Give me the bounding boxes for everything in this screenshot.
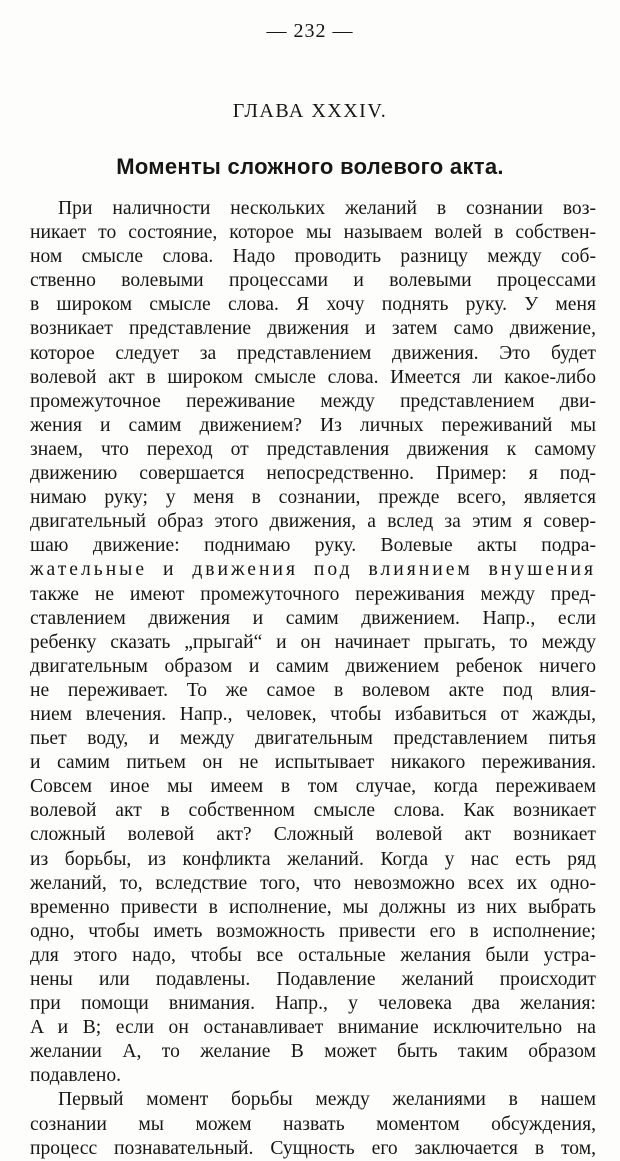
text-line: ставлением движения и самим движением. Напр., если xyxy=(30,607,596,629)
body-text xyxy=(30,197,596,1161)
text-line: подавлено. xyxy=(30,1065,122,1087)
text-line: и самим питьем он не испытывает никакого переживания. xyxy=(30,752,596,774)
page-number: — 232 — xyxy=(266,20,354,42)
section-title: Моменты сложного волевого акта. xyxy=(116,154,504,179)
text-line: сознании мы можем назвать моментом обсуждения, xyxy=(30,1113,596,1135)
text-line: нимаю руку; у меня в сознании, прежде всего, является xyxy=(30,487,596,509)
text-line: Совсем иное мы имеем в том случае, когда переживаем xyxy=(30,776,596,798)
text-line: которое следует за представлением движения. Это будет xyxy=(30,342,596,364)
text-line: для этого надо, чтобы все остальные желания были устра- xyxy=(30,944,596,966)
text-line: двигательным образом и самим движением ребенок ничего xyxy=(30,655,596,677)
text-line: знаем, что переход от представления движения к самому xyxy=(30,438,596,460)
text-line: никает то состояние, которое мы называем волей в собствен- xyxy=(30,222,596,244)
text-line: временно привести в исполнение, мы должны из них выбрать xyxy=(30,896,596,918)
text-line: A и B; если он останавливает внимание исключительно на xyxy=(30,1017,596,1039)
text-line: нием влечения. Напр., человек, чтобы избавиться от жажды, xyxy=(30,703,596,725)
text-line: Первый момент борьбы между желаниями в нашем xyxy=(58,1089,596,1111)
text-line: движению совершается непосредственно. Пример: я под- xyxy=(30,463,596,485)
text-line: При наличности нескольких желаний в сознании воз- xyxy=(58,198,596,219)
text-line: шаю движение: поднимаю руку. Волевые акты подра- xyxy=(30,535,596,557)
text-line: возникает представление движения и затем само движение, xyxy=(30,318,596,340)
text-line: желании A, то желание B может быть таким образом xyxy=(30,1041,596,1063)
chapter-heading: ГЛАВА XXXIV. xyxy=(232,100,388,122)
text-line: жения и самим движением? Из личных переживаний мы xyxy=(30,414,596,436)
text-line: ном смысле слова. Надо проводить разницу между соб- xyxy=(30,246,596,268)
text-line: из борьбы, из конфликта желаний. Когда у нас есть ряд xyxy=(30,848,596,870)
text-line: волевой акт в широком смысле слова. Имеется ли какое-либо xyxy=(30,366,596,388)
text-line: в широком смысле слова. Я хочу поднять руку. У меня xyxy=(30,294,596,316)
text-line: нены или подавлены. Подавление желаний происходит xyxy=(30,969,596,990)
text-line: волевой акт в собственном смысле слова. Как возникает xyxy=(30,800,596,822)
text-line: промежуточное переживание между представлением дви- xyxy=(30,390,596,412)
text-line: также не имеют промежуточного переживания между пред- xyxy=(30,583,596,605)
text-line: не переживает. То же самое в волевом акте под влия- xyxy=(30,679,596,701)
text-line: пьет воду, и между двигательным представлением питья xyxy=(30,728,596,750)
text-line: процесс познавательный. Сущность его заключается в том, xyxy=(30,1137,596,1159)
text-line: ственно волевыми процессами и волевыми процессами xyxy=(30,270,596,292)
text-line: сложный волевой акт? Сложный волевой акт возникает xyxy=(30,824,596,846)
text-line: при помощи внимания. Напр., у человека два желания: xyxy=(30,993,596,1015)
text-line: одно, чтобы иметь возможность привести его в исполнение; xyxy=(30,920,596,942)
text-line: жательные и движения под влиянием внушения xyxy=(30,559,596,581)
text-line: ребенку сказать „прыгай“ и он начинает прыгать, то между xyxy=(30,631,596,653)
text-line: желаний, то, вследствие того, что невозможно всех их одно- xyxy=(30,872,596,894)
text-line: двигательный образ этого движения, а вслед за этим я совер- xyxy=(30,511,596,533)
